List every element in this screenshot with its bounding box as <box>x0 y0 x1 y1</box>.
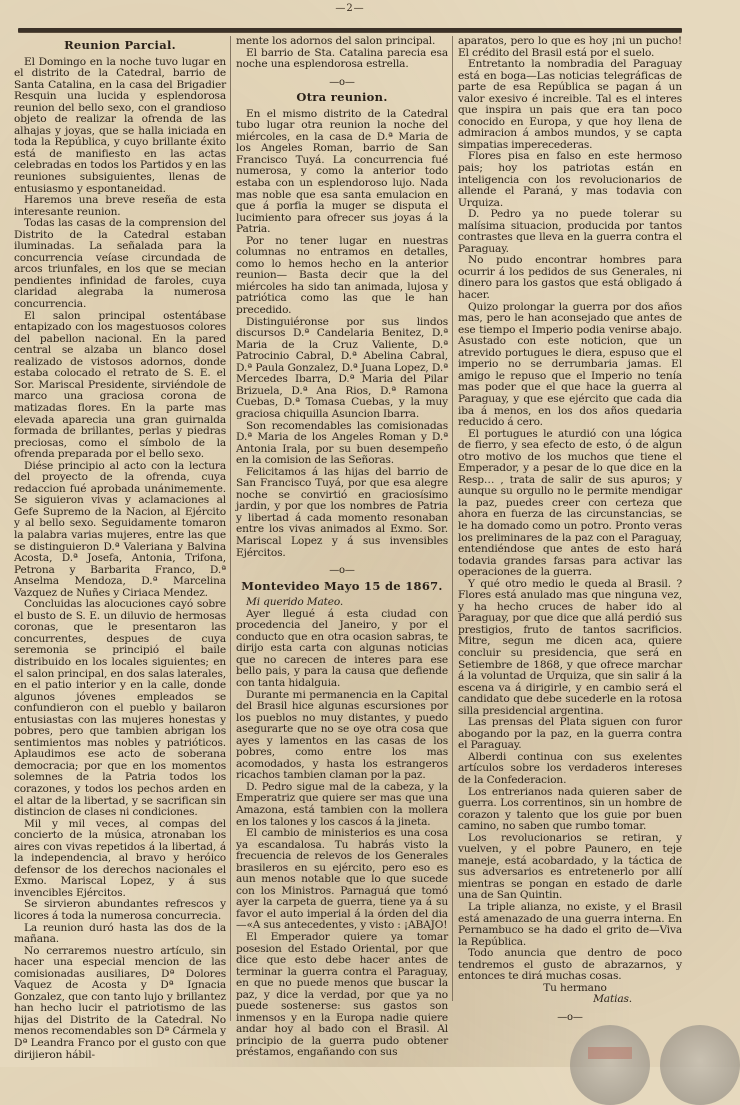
paragraph: El Emperador quiere ya tomar posesion del Estado Oriental, por que dice que esto debe hacer antes de terminar la guerra contra el Paraguay, en que no puede menos que buscar la paz, y dice la verdad, por que ya no puede sostenerse: sus gastos son inmensos y en la Europa nadie quiere andar hoy al bado con el Brasil. Al principio de la guerra pudo obtener préstamos, engañando con sus <box>236 931 448 1059</box>
paragraph: Ayer llegué á esta ciudad con procedencia del Janeiro, y por el conducto que en otra ocasion sabras, te dirijo esta carta con algunas noticias que no carecen de interes para ese bello pais, y para la causa que defiende con tanta hidalguia. <box>236 607 448 689</box>
paragraph: mente los adornos del salon principal. <box>236 35 436 47</box>
paragraph: Las prensas del Plata siguen con furor abogando por la paz, en la guerra contra el Paraguay. <box>458 716 682 752</box>
letter-salutation: Mi querido Mateo. <box>246 596 344 609</box>
paragraph: Concluidas las alocuciones cayó sobre el busto de S. E. un diluvio de hermosas coronas, que le presentaron las concurrentes, despues de cuya seremonia se principió el baile distribuido en los locales siguientes; en el salon principal, en dos salas laterales, en el patio interior y en la calle, donde algunos jóvenes empleados se confundieron con el pueblo y bailaron entusiastas con las mujeres honestas y pobres, pero que tambien abrigan los sentimientos mas nobles y patrióticos. Aplaudimos ese acto de soberana democracia; por que en los momentos solemnes de la Patria todos los corazones, y todos los pechos arden en el altar de la libertad, y se sacrifican sin distincion de clases ni condiciones. <box>14 598 226 819</box>
paragraph: Distinguiéronse por sus lindos discursos D.ª Candelaria Benitez, D.ª Maria de la Cruz Valiente, D.ª Patrocinio Cabral, D.ª Abelina Cabral, D.ª Paula Gonzalez, D.ª Juana Lopez, D.ª Mercedes Ibarra, D.ª Maria del Pilar Brizuela, D.ª Ana Rios, D.ª Ramona Cuebas, D.ª Tomasa Cuebas, y la muy graciosa chiquilla Asuncion Ibarra. <box>236 315 448 420</box>
article-body-reunion-parcial <box>14 57 226 1062</box>
paragraph: Entretanto la nombradia del Paraguay está en boga—Las noticias telegráficas de parte de esa República se pagan á un valor exesivo é increible. Tal es el interes que inspira un pais que era tan poco conocido en Europa, y que hoy llena de admiracion á ambos mundos, y se capta simpatias imperecederas. <box>458 58 682 151</box>
paragraph: En el mismo distrito de la Catedral tubo lugar otra reunion la noche del miércoles, en la casa de D.ª Maria de los Angeles Roman, barrio de San Francisco Tuyá. La concurrencia fué numerosa, y como la anterior todo estaba con un esplendoroso lujo. Nada mas noble que esa santa emulacion en que á porfia la muger se disputa el lucimiento para ofrecer sus joyas á la Patria. <box>236 107 448 236</box>
paragraph: El salon principal ostentábase entapizado con los magestuosos colores del pabellon nacional. En la pared central se alzaba un blanco dosel realizado de vistosos adornos, donde estaba colocado el retrato de S. E. el Sor. Mariscal Presidente, sirviéndole de marco una graciosa corona de matizadas flores. En la parte mas elevada aparecia una gran guirnalda formada de brillantes, perlas y piedras preciosas, como el símbolo de la ofrenda preparada por el bello sexo. <box>14 309 226 461</box>
paragraph: D. Pedro sigue mal de la cabeza, y la Emperatriz que quiere ser mas que una Amazona, está tambien con la mollera en los talones y los cascos á la jineta. <box>236 780 448 828</box>
paragraph: La triple alianza, no existe, y el Brasil está amenazado de una guerra interna. En Pernambuco se ha dado el grito de—Viva la República. <box>458 901 682 948</box>
paragraph: Durante mi permanencia en la Capital del Brasil hice algunas escursiones por los pueblos no muy distantes, y puedo asegurarte que no se oye otra cosa que ayes y lamentos en las casas de los pobres, como entre los mas acomodados, y hasta los estrangeros ricachos tambien claman por la paz. <box>236 688 448 782</box>
top-rule <box>18 28 682 32</box>
paragraph: Se sirvieron abundantes refrescos y licores á toda la numerosa concurrecia. <box>14 898 226 923</box>
paragraph: Mil y mil veces, al compas del concierto de la música, atronaban los aires con vivas repetidos á la libertad, á la independencia, al bravo y heróico defensor de los derechos nacionales el Exmo. Mariscal Lopez, y á sus invencibles Ejércitos. <box>14 817 226 899</box>
letter-body <box>236 609 448 1059</box>
paragraph: aparatos, pero lo que es hoy ¡ni un pucho! El crédito del Brasil está por el suelo. <box>458 35 682 59</box>
paragraph: Todo anuncia que dentro de poco tendremos el gusto de abrazarnos, y entonces te dirá muchas cosas. <box>458 947 682 983</box>
paragraph: Diése principio al acto con la lectura del proyecto de la ofrenda, cuya redaccion fué aprobada unánimemente. Se siguieron vivas y aclamaciones al Gefe Supremo de la Nacion, al Ejército y al bello sexo. Seguidamente tomaron la palabra varias mujeres, entre las que se distinguieron D.ª Valeriana y Balvina Acosta, D.ª Josefa, Antonia, Trifona, Petrona y Barbarita Franco, D.ª Anselma Mendoza, D.ª Marcelina Vazquez de Nuñes y Ciriaca Mendez. <box>14 459 226 599</box>
paragraph: Todas las casas de la comprension del Distrito de la Catedral estaban iluminadas. La señalada para la concurrencia veíase circundada de arcos triunfales, en los que se mecian pendientes infinidad de faroles, cuya claridad alegraba la numerosa concurrencia. <box>14 217 226 311</box>
paragraph: No cerraremos nuestro artículo, sin hacer una especial mencion de las comisionadas ausiliares, Dª Dolores Vaquez de Acosta y Dª Ignacia Gonzalez, que con tanto lujo y brillantez han hecho lucir el patriotismo de las hijas del Distrito de la Catedral. No menos recomendables son Dª Cármela y Dª Leandra Franco por el gusto con que dirijieron hábil- <box>14 944 226 1061</box>
paragraph: Por no tener lugar en nuestras columnas no entramos en detalles, como lo hemos hecho en la anterior reunion— Basta decir que la del miércoles ha sido tan animada, lujosa y patriótica como las que le han precedido. <box>236 234 448 317</box>
column-3 <box>458 36 682 1036</box>
paragraph: Alberdi continua con sus exelentes artículos sobre los verdaderos intereses de la Confederacion. <box>458 750 682 786</box>
paragraph: El portugues le aturdió con una lógica de fierro, y sea efecto de esto, ó de algun otro motivo de los muchos que tiene el Emperador, y a pesar de lo que dice en la Resp… , trata de salir de sus apuros; y aunque su orgullo no le permite mendigar la paz, puedes creer con certeza que ahora en fuerza de las circunstancias, se le ha domado como un potro. Pronto veras los preliminares de la paz con el Paraguay, entendiéndose que antes de esto hará todavia grandes farsas para activar las operaciones de la guerra. <box>458 427 682 579</box>
page-number: —2— <box>335 3 365 14</box>
paragraph: Felicitamos á las hijas del barrio de San Francisco Tuyá, por que esa alegre noche se convirtió en graciosísimo jardin, y por que los nombres de Patria y libertad á cada momento resonaban entre los vivas animados al Exmo. Sor. Mariscal Lopez y á sus invensibles Ejércitos. <box>236 465 448 559</box>
paragraph: El cambio de ministerios es una cosa ya escandalosa. Tu habrás visto la frecuencia de relevos de los Generales brasileros en su ejército, pero eso es aun menos notable que lo que sucede con los Ministros. Parnaguá que tomó ayer la carpeta de guerra, tiene ya á su favor el auto imperial á la órden del dia—«A sus antecedentes, y visto : ¡ABAJO! <box>236 827 448 932</box>
continuation-text <box>236 36 448 71</box>
library-stamp-icon <box>660 1025 740 1105</box>
paragraph: Los entrerianos nada quieren saber de guerra. Los correntinos, sin un hombre de corazon y talento que los guie por buen camino, no saben que rumbo tomar. <box>458 785 682 833</box>
paragraph: El Domingo en la noche tuvo lugar en el distrito de la Catedral, barrio de Santa Catalina, en la casa del Brigadier Resquin una lucida y esplendorosa reunion del bello sexo, con el grandioso objeto de realizar la ofrenda de las alhajas y joyas, que se halla iniciada en toda la República, y cuyo brillante éxito está de manifiesto en las actas celebradas en todos los Partidos y en las reuniones subsiguientes, llenas de entusiasmo y espontaneidad. <box>14 55 226 195</box>
paragraph: No pudo encontrar hombres para ocurrir á los pedidos de sus Generales, ni dinero para los gastos que está obligado á hacer. <box>458 254 682 302</box>
letter-signature: Matias. <box>593 993 632 1006</box>
end-divider: —o— <box>557 1011 583 1023</box>
paragraph: La reunion duró hasta las dos de la mañana. <box>14 921 226 946</box>
paragraph: D. Pedro ya no puede tolerar su malísima situacion, producida por tantos contrastes que lleva en la guerra contra el Paraguay. <box>458 208 682 255</box>
article-body-otra-reunion <box>236 109 448 559</box>
letter-signoff: Tu hermano <box>543 981 607 994</box>
section-divider: —o— <box>329 76 355 88</box>
column-divider <box>452 36 453 1001</box>
letter-body-continued <box>458 36 682 983</box>
paragraph: Son recomendables las comisionadas D.ª Maria de los Angeles Roman y D.ª Antonia Irala, por su buen desempeño en la comision de las Señoras. <box>236 419 448 467</box>
paragraph: Quizo prolongar la guerra por dos años mas, pero le han aconsejado que antes de ese tiempo el Imperio podia venirse abajo. Asustado con este noticion, que un atrevido portugues le diera, espuso que el imperio no se derrumbaria jamas. El amigo le repuso que el Imperio no tenía mas poder que el que hace la guerra al Paraguay, y que ese ejército que cada dia iba á menos, en los dos años quedaria reducido á cero. <box>458 300 682 429</box>
paragraph: Haremos una breve reseña de esta interesante reunion. <box>14 194 226 218</box>
letter-dateline: Montevideo Mayo 15 de 1867. <box>241 578 443 593</box>
paragraph: Y qué otro medio le queda al Brasil. ? Flores está anulado mas que ninguna vez, y ha hecho cruces de haber ido al Paraguay, por que dice que allá perdió sus prestigios, fruto de tantos sacrificios. Mitre, segun me dicen aca, quiere concluir su presidencia, que será en Setiembre de 1868, y que ofrece marchar á la voluntad de Urquiza, que sin salir á la escena va á dirigirle, y en cambio será el candidato que debe sucederle en la rotosa silla presidencial argentina. <box>458 577 682 717</box>
paragraph: Los revolucionarios se retiran, y vuelven, y el pobre Paunero, en teje maneje, está acobardado, y la táctica de sus adversarios es entretenerlo por allí mientras se pongan en estado de darle una de San Quintin. <box>458 831 682 902</box>
paragraph: Flores pisa en falso en este hermoso pais; hoy los patriotas están en inteligencia con los revolucionarios de allende el Paraná, y mas todavia con Urquiza. <box>458 150 682 209</box>
column-divider <box>230 36 231 1021</box>
column-1 <box>14 36 226 1061</box>
column-2 <box>236 35 448 1059</box>
newspaper-columns <box>14 35 690 1061</box>
article-heading-otra-reunion: Otra reunion. <box>296 90 388 105</box>
section-divider: —o— <box>329 565 355 577</box>
library-stamp-icon <box>570 1025 650 1105</box>
paragraph: El barrio de Sta. Catalina parecia esa noche una esplendorosa estrella. <box>236 46 448 71</box>
article-heading-reunion-parcial: Reunion Parcial. <box>64 38 176 52</box>
